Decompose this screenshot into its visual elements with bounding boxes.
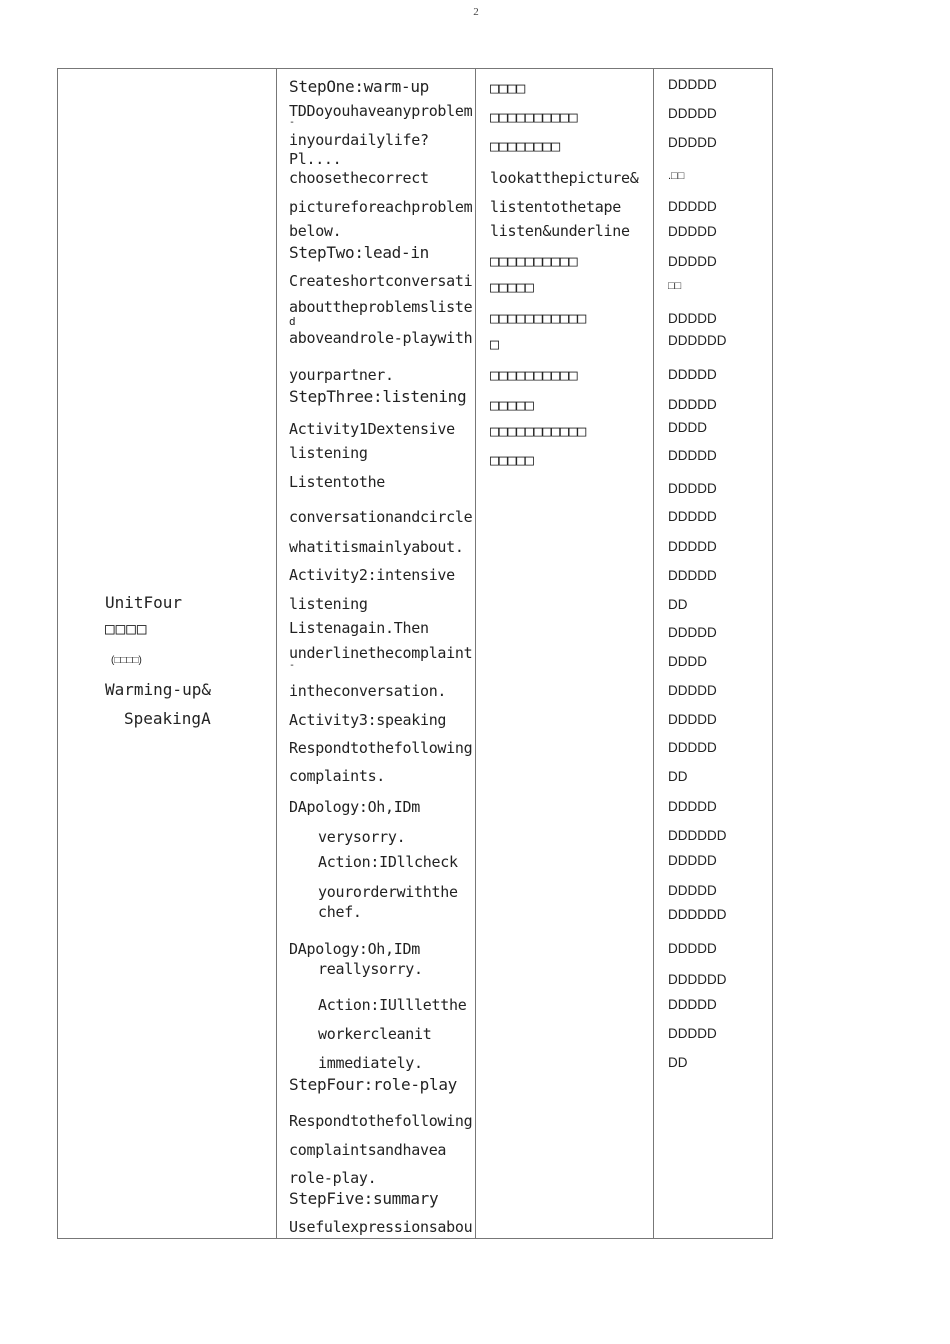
note-line: DDDDD [668,799,717,814]
activity-line: □□□□□ [490,396,534,414]
procedure-line: Usefulexpressionsabou [289,1218,473,1236]
procedure-line: Action:IDllcheck [318,853,458,871]
procedure-line: chef. [318,903,362,921]
activity-line: listen&underline [490,222,630,240]
note-line: DDDDD [668,539,717,554]
procedure-line: StepThree:listening [289,387,467,406]
note-line: DD [668,597,688,612]
note-line: DDDDD [668,106,717,121]
procedure-line: yourpartner. [289,366,394,384]
procedure-line: reallysorry. [318,960,423,978]
note-line: DDDDD [668,397,717,412]
procedure-line: verysorry. [318,828,406,846]
unit-title: UnitFour [105,593,183,612]
column-divider [475,69,476,1238]
procedure-line: workercleanit [318,1025,432,1043]
note-line: DDDD [668,654,707,669]
procedure-line: listening [289,444,368,462]
procedure-line: DApology:Oh,IDm [289,940,420,958]
activity-line: □ [490,335,499,353]
note-line: DDDDD [668,997,717,1012]
note-line: DDDDD [668,683,717,698]
procedure-line: StepTwo:lead-in [289,243,429,262]
note-line: DDDDD [668,1026,717,1041]
procedure-line: inyourdailylife? [289,131,429,149]
procedure-line: Pl.... [289,150,342,168]
activity-line: □□□□□ [490,451,534,469]
procedure-line: StepFour:role-play [289,1075,457,1094]
procedure-line: Activity3:speaking [289,711,447,729]
note-line: DDDDD [668,199,717,214]
procedure-line: whatitismainlyabout. [289,538,464,556]
note-line: DDDD [668,420,707,435]
procedure-line: Listentothe [289,473,386,491]
note-line: DDDDD [668,941,717,956]
procedure-line: complaintsandhavea [289,1141,447,1159]
procedure-line: - [289,660,295,671]
column-divider [653,69,654,1238]
procedure-line: role-play. [289,1169,377,1187]
procedure-line: aboveandrole-playwith [289,329,473,347]
procedure-line: Action:IUllletthe [318,996,467,1014]
note-line: .□□ [668,170,685,182]
procedure-line: Respondtothefollowing [289,1112,473,1130]
procedure-line: DApology:Oh,IDm [289,798,420,816]
activity-line: □□□□□□□□□□□ [490,309,587,327]
activity-line: □□□□□ [490,278,534,296]
procedures-cell [289,69,475,1238]
procedure-line: Respondtothefollowing [289,739,473,757]
procedure-line: StepOne:warm-up [289,77,429,96]
note-line: DDDDD [668,740,717,755]
note-line: DD [668,769,688,784]
column-divider [276,69,277,1238]
procedure-line: conversationandcircle [289,508,473,526]
section-line-2: SpeakingA [124,709,211,728]
procedure-line: pictureforeachproblem [289,198,473,216]
lesson-plan-table [57,68,773,1239]
note-line: DDDDDD [668,333,727,348]
procedure-line: d [289,315,296,328]
note-line: DDDDD [668,224,717,239]
procedure-line: yourorderwiththe [318,883,458,901]
note-line: DDDDD [668,853,717,868]
activity-line: □□□□□□□□□□□ [490,422,587,440]
note-line: DDDDD [668,135,717,150]
procedure-line: StepFive:summary [289,1189,439,1208]
activity-line: □□□□ [490,79,525,97]
note-line: □□ [668,280,682,292]
procedure-line: choosethecorrect [289,169,429,187]
note-line: DDDDD [668,568,717,583]
procedure-line: - [289,117,295,128]
procedure-line: underlinethecomplaint [289,644,473,662]
procedure-line: Createshortconversati [289,272,473,290]
activity-line: □□□□□□□□ [490,137,560,155]
page-number: 2 [473,6,479,18]
procedure-line: intheconversation. [289,682,447,700]
note-line: DDDDD [668,712,717,727]
procedure-line: abouttheproblemsliste [289,298,473,316]
note-line: DDDDD [668,883,717,898]
procedure-line: Activity2:intensive [289,566,455,584]
note-line: DDDDD [668,77,717,92]
note-line: DDDDD [668,367,717,382]
period-note: (□□□□) [111,655,142,666]
note-line: DDDDDD [668,828,727,843]
note-line: DDDDD [668,311,717,326]
note-line: DDDDD [668,448,717,463]
note-line: DDDDD [668,625,717,640]
activity-line: □□□□□□□□□□ [490,108,578,126]
note-line: DDDDDD [668,972,727,987]
section-line-1: Warming-up& [105,680,211,699]
procedure-line: Listenagain.Then [289,619,429,637]
activity-line: listentothetape [490,198,621,216]
procedure-line: immediately. [318,1054,423,1072]
procedure-line: Activity1Dextensive [289,420,455,438]
procedure-line: complaints. [289,767,386,785]
activity-line: lookatthepicture& [490,169,639,187]
note-line: DDDDD [668,509,717,524]
note-line: DDDDDD [668,907,727,922]
note-line: DD [668,1055,688,1070]
procedure-line: listening [289,595,368,613]
note-line: DDDDD [668,481,717,496]
activity-line: □□□□□□□□□□ [490,252,578,270]
procedure-line: below. [289,222,342,240]
note-line: DDDDD [668,254,717,269]
unit-subtitle: □□□□ [105,619,148,638]
activity-line: □□□□□□□□□□ [490,366,578,384]
procedure-line: TDDoyouhaveanyproblem [289,102,473,120]
